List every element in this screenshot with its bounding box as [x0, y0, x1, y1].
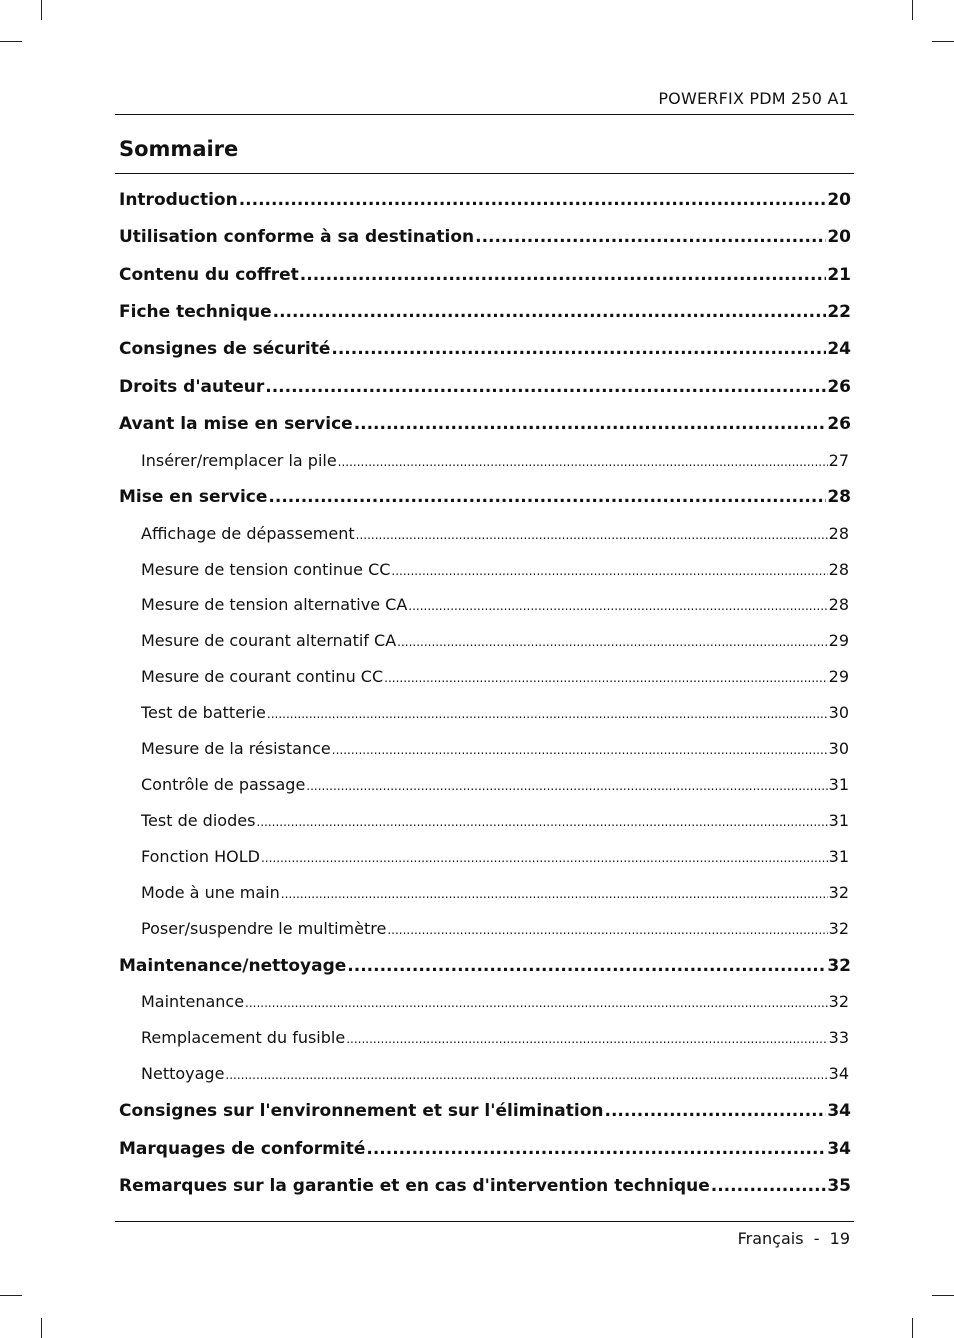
toc-entry-title: Mesure de courant alternatif CA	[141, 631, 397, 650]
header-rule	[115, 114, 854, 115]
toc-entry-title: Marquages de conformité	[119, 1139, 366, 1159]
toc-entry-page-number: 27	[828, 451, 849, 470]
toc-entry-page-number: 26	[827, 414, 851, 434]
toc-entry[interactable]	[141, 524, 849, 548]
toc-dot-leader	[408, 595, 827, 614]
toc-dot-leader	[239, 190, 827, 210]
toc-entry-title: Utilisation conforme à sa destination	[119, 227, 475, 247]
toc-entry-page-number: 34	[828, 1064, 849, 1083]
toc-entry[interactable]	[141, 451, 849, 475]
toc-dot-leader	[346, 1028, 827, 1047]
toc-dot-leader	[354, 414, 827, 434]
toc-entry[interactable]	[141, 631, 849, 655]
toc-entry-title: Consignes sur l'environnement et sur l'élimination	[119, 1101, 604, 1121]
toc-entry-page-number: 24	[827, 339, 851, 359]
toc-entry-title: Contrôle de passage	[141, 775, 306, 794]
toc-entry-title: Poser/suspendre le multimètre	[141, 919, 387, 938]
toc-entry-title: Test de batterie	[141, 703, 266, 722]
toc-dot-leader	[711, 1176, 827, 1196]
toc-dot-leader	[475, 227, 826, 247]
toc-entry-page-number: 30	[828, 739, 849, 758]
toc-entry[interactable]	[119, 339, 851, 363]
toc-entry-title: Affichage de dépassement	[141, 524, 355, 543]
toc-entry[interactable]	[119, 265, 851, 289]
toc-dot-leader	[397, 631, 828, 650]
toc-dot-leader	[267, 703, 828, 722]
toc-entry-page-number: 32	[828, 883, 849, 902]
footer-page-label: Français - 19	[737, 1229, 850, 1248]
toc-entry-title: Mesure de tension continue CC	[141, 560, 391, 579]
toc-entry-title: Test de diodes	[141, 811, 256, 830]
toc-entry-title: Fonction HOLD	[141, 847, 260, 866]
toc-entry-page-number: 28	[828, 595, 849, 614]
toc-entry[interactable]	[119, 487, 851, 511]
toc-entry-page-number: 31	[828, 811, 849, 830]
toc-entry[interactable]	[119, 1139, 851, 1163]
toc-entry-title: Mesure de tension alternative CA	[141, 595, 408, 614]
toc-entry-page-number: 34	[827, 1139, 851, 1159]
toc-dot-leader	[245, 992, 828, 1011]
toc-entry-title: Mise en service	[119, 487, 268, 507]
toc-entry[interactable]	[141, 775, 849, 799]
toc-entry[interactable]	[119, 414, 851, 438]
toc-dot-leader	[347, 956, 826, 976]
toc-entry-title: Nettoyage	[141, 1064, 225, 1083]
crop-mark	[41, 0, 42, 20]
crop-mark	[0, 1295, 22, 1296]
toc-entry-page-number: 21	[827, 265, 851, 285]
toc-entry-title: Introduction	[119, 190, 238, 210]
toc-entry-page-number: 28	[828, 560, 849, 579]
toc-entry-page-number: 32	[828, 919, 849, 938]
toc-entry[interactable]	[119, 956, 851, 980]
toc-dot-leader	[306, 775, 827, 794]
toc-entry[interactable]	[141, 667, 849, 691]
toc-entry[interactable]	[141, 883, 849, 907]
toc-entry-page-number: 26	[827, 377, 851, 397]
crop-mark	[41, 1318, 42, 1338]
toc-entry[interactable]	[141, 1064, 849, 1088]
toc-dot-leader	[356, 524, 828, 543]
toc-entry-title: Remplacement du fusible	[141, 1028, 346, 1047]
crop-mark	[932, 1295, 954, 1296]
toc-entry[interactable]	[119, 1176, 851, 1200]
toc-entry-title: Avant la mise en service	[119, 414, 353, 434]
toc-entry-page-number: 20	[827, 190, 851, 210]
toc-dot-leader	[265, 377, 826, 397]
toc-entry[interactable]	[119, 377, 851, 401]
toc-dot-leader	[387, 919, 827, 938]
crop-mark	[912, 1318, 913, 1338]
toc-dot-leader	[225, 1064, 827, 1083]
toc-dot-leader	[281, 883, 828, 902]
toc-entry-page-number: 28	[827, 487, 851, 507]
toc-dot-leader	[391, 560, 827, 579]
toc-dot-leader	[366, 1139, 826, 1159]
toc-dot-leader	[268, 487, 826, 507]
toc-entry-page-number: 29	[828, 631, 849, 650]
crop-mark	[932, 41, 954, 42]
toc-entry-page-number: 33	[828, 1028, 849, 1047]
toc-entry[interactable]	[119, 1101, 851, 1125]
toc-entry[interactable]	[119, 227, 851, 251]
toc-dot-leader	[273, 302, 827, 322]
footer-rule	[115, 1221, 854, 1222]
crop-mark	[912, 0, 913, 20]
toc-entry[interactable]	[141, 811, 849, 835]
toc-entry[interactable]	[141, 739, 849, 763]
toc-dot-leader	[256, 811, 827, 830]
toc-entry[interactable]	[141, 595, 849, 619]
toc-entry[interactable]	[141, 1028, 849, 1052]
toc-entry[interactable]	[141, 703, 849, 727]
toc-entry-page-number: 32	[828, 992, 849, 1011]
toc-entry-page-number: 30	[828, 703, 849, 722]
toc-entry[interactable]	[119, 302, 851, 326]
toc-entry-title: Contenu du coffret	[119, 265, 299, 285]
toc-dot-leader	[605, 1101, 827, 1121]
toc-entry-title: Mesure de la résistance	[141, 739, 331, 758]
crop-mark	[0, 41, 22, 42]
toc-entry[interactable]	[119, 190, 851, 214]
toc-entry-title: Mesure de courant continu CC	[141, 667, 384, 686]
toc-dot-leader	[261, 847, 828, 866]
toc-entry-title: Mode à une main	[141, 883, 280, 902]
toc-entry-title: Fiche technique	[119, 302, 272, 322]
toc-entry-page-number: 20	[827, 227, 851, 247]
toc-dot-leader	[300, 265, 827, 285]
toc-entry-title: Consignes de sécurité	[119, 339, 331, 359]
page-title: Sommaire	[119, 137, 239, 161]
toc-dot-leader	[331, 339, 826, 359]
toc-dot-leader	[332, 739, 828, 758]
title-rule	[115, 173, 854, 174]
toc-entry-page-number: 22	[827, 302, 851, 322]
toc-entry-page-number: 32	[827, 956, 851, 976]
toc-dot-leader	[384, 667, 828, 686]
toc-entry-title: Maintenance	[141, 992, 245, 1011]
toc-entry-title: Insérer/remplacer la pile	[141, 451, 337, 470]
toc-entry[interactable]	[141, 847, 849, 871]
toc-entry-page-number: 31	[828, 775, 849, 794]
toc-dot-leader	[338, 451, 828, 470]
toc-entry-page-number: 35	[827, 1176, 851, 1196]
toc-entry-title: Maintenance/nettoyage	[119, 956, 347, 976]
toc-entry[interactable]	[141, 919, 849, 943]
toc-entry-title: Droits d'auteur	[119, 377, 265, 397]
toc-entry-page-number: 31	[828, 847, 849, 866]
header-product-title: POWERFIX PDM 250 A1	[658, 89, 849, 108]
toc-entry[interactable]	[141, 560, 849, 584]
toc-entry[interactable]	[141, 992, 849, 1016]
toc-entry-page-number: 34	[827, 1101, 851, 1121]
toc-entry-page-number: 28	[828, 524, 849, 543]
toc-entry-page-number: 29	[828, 667, 849, 686]
toc-entry-title: Remarques sur la garantie et en cas d'intervention technique	[119, 1176, 710, 1196]
